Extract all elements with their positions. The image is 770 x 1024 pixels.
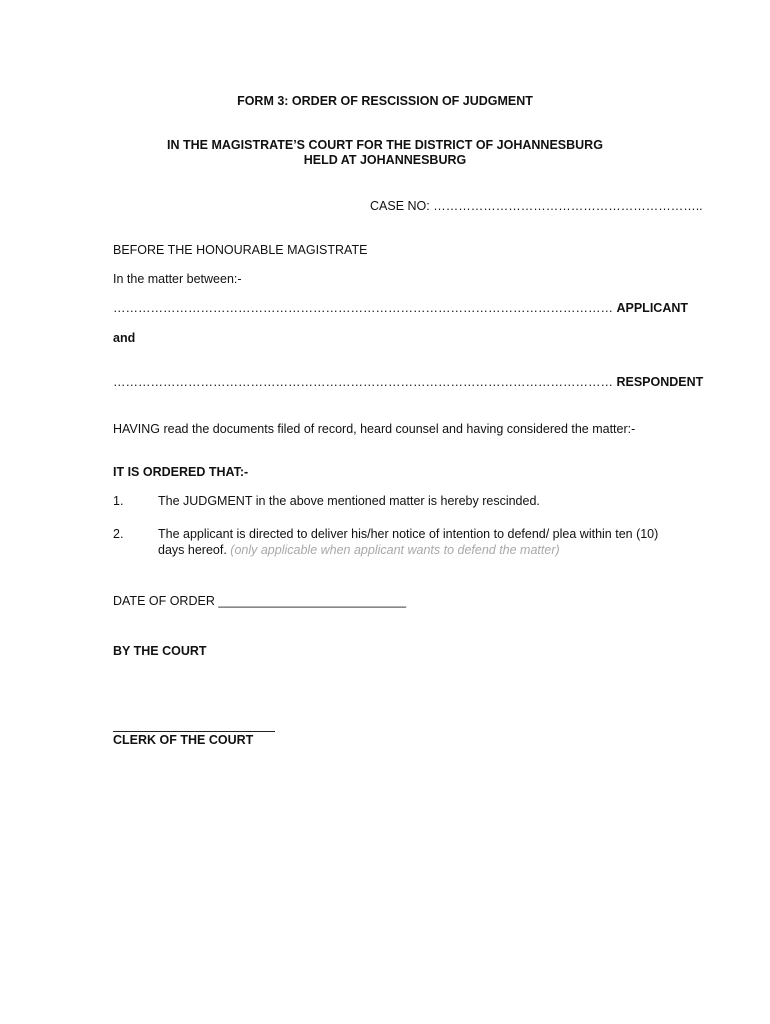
- having-paragraph: HAVING read the documents filed of record, heard counsel and having considered the matter:-: [113, 422, 636, 436]
- form-title: FORM 3: ORDER OF RESCISSION OF JUDGMENT: [237, 94, 533, 108]
- item-number: 1.: [113, 494, 124, 508]
- item-number: 2.: [113, 527, 124, 541]
- item-text-continued: [158, 542, 560, 558]
- case-number: CASE NO: ………………………………………………………..: [370, 199, 703, 213]
- applicant-line: [113, 300, 688, 316]
- and-label: and: [113, 331, 136, 345]
- item-note: (only applicable when applicant wants to defend the matter): [230, 543, 560, 557]
- clerk-of-court: CLERK OF THE COURT: [113, 733, 254, 747]
- court-line-2: HELD AT JOHANNESBURG: [303, 153, 467, 167]
- item-text: days hereof.: [158, 543, 227, 557]
- applicant-label: APPLICANT: [616, 301, 689, 315]
- item-text: The applicant is directed to deliver his/her notice of intention to defend/ plea within ten (10): [158, 527, 659, 541]
- ordered-heading: IT IS ORDERED THAT:-: [113, 465, 249, 479]
- court-line-1: IN THE MAGISTRATE’S COURT FOR THE DISTRICT OF JOHANNESBURG: [167, 138, 603, 152]
- respondent-dots: …………………………………………………………………………………………………………: [113, 375, 613, 389]
- item-text: The JUDGMENT in the above mentioned matter is hereby rescinded.: [158, 494, 540, 508]
- matter-between: In the matter between:-: [113, 272, 242, 286]
- date-of-order: DATE OF ORDER ___________________________: [113, 594, 407, 608]
- applicant-dots: …………………………………………………………………………………………………………: [113, 301, 613, 315]
- before-magistrate: BEFORE THE HONOURABLE MAGISTRATE: [113, 243, 368, 257]
- respondent-line: [113, 374, 703, 390]
- by-the-court: BY THE COURT: [113, 644, 207, 658]
- respondent-label: RESPONDENT: [616, 375, 704, 389]
